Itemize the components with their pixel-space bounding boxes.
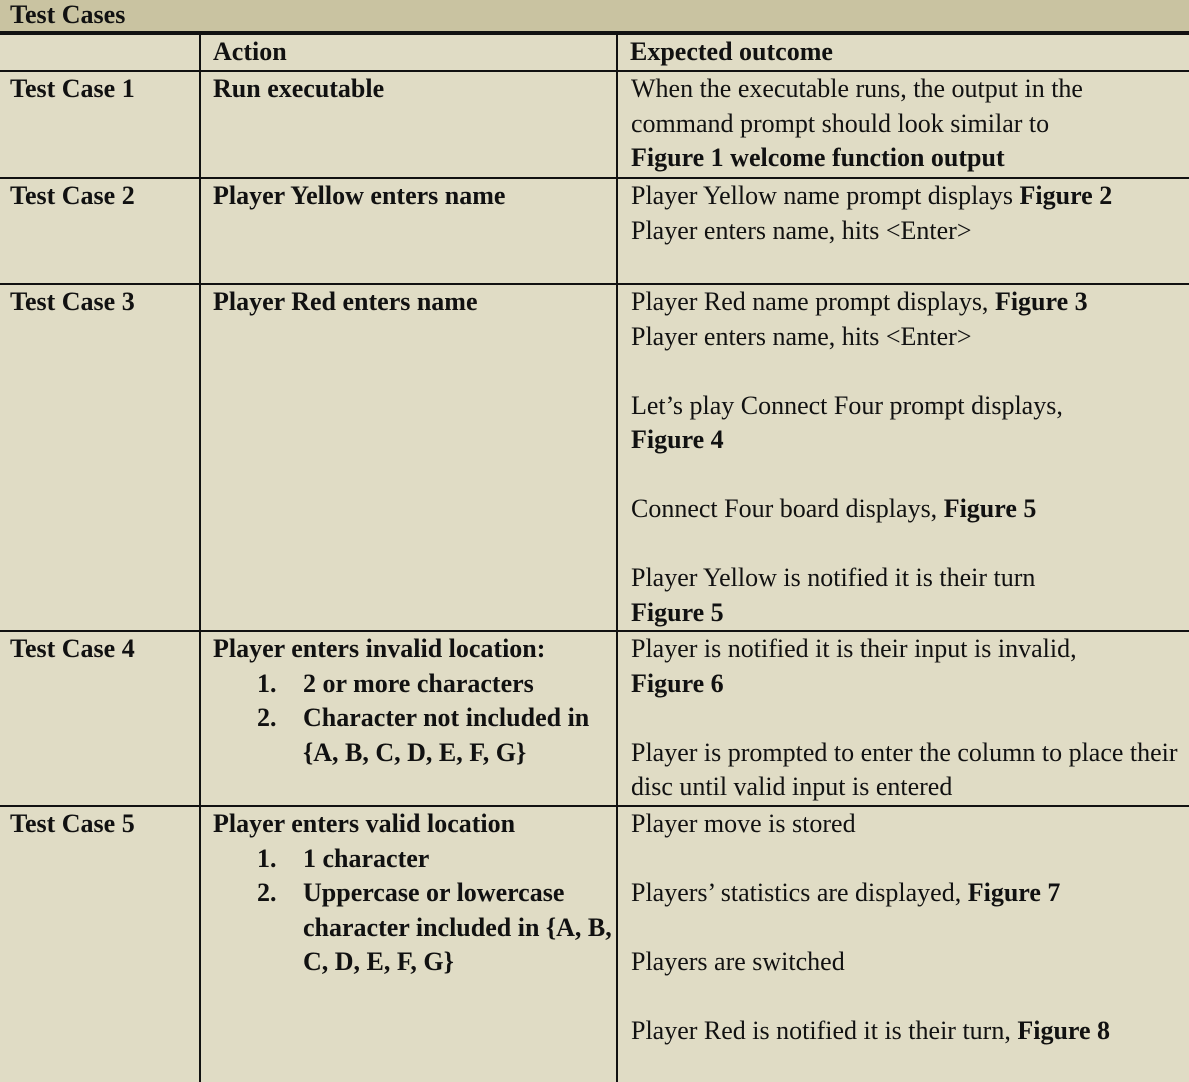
list-item	[213, 842, 616, 877]
list-number: 2.	[257, 703, 277, 732]
expected-text: Player is prompted to enter the column to place their disc until valid input is entered	[631, 737, 1178, 801]
test-case-label: Test Case 3	[0, 284, 200, 631]
figure-ref: Figure 8	[1017, 1016, 1111, 1045]
expected-text: Player is notified it is their input is invalid,	[631, 634, 1077, 663]
action-text: Player enters invalid location:	[213, 634, 546, 663]
expected-text: When the executable runs, the output in the command prompt should look similar to	[631, 74, 1083, 138]
list-item	[213, 876, 616, 980]
header-expected: Expected outcome	[617, 35, 1189, 71]
test-cases-table	[0, 35, 1189, 1082]
expected-text: Player Yellow name prompt displays	[631, 181, 1020, 210]
expected-text: Player Red name prompt displays,	[631, 287, 995, 316]
page-title: Test Cases	[10, 0, 126, 29]
table-row	[0, 806, 1189, 1082]
table-row	[0, 71, 1189, 178]
figure-ref: Figure 7	[967, 878, 1061, 907]
test-case-label: Test Case 4	[0, 631, 200, 806]
header-action: Action	[200, 35, 617, 71]
table-row	[0, 284, 1189, 631]
action-cell: Player Yellow enters name	[200, 178, 617, 284]
expected-cell	[617, 631, 1189, 806]
expected-cell	[617, 806, 1189, 1082]
figure-ref: Figure 3	[994, 287, 1088, 316]
expected-text: Players’ statistics are displayed,	[631, 878, 968, 907]
expected-text: Let’s play Connect Four prompt displays,	[631, 390, 1063, 420]
expected-cell	[617, 284, 1189, 631]
figure-ref: Figure 2	[1019, 181, 1113, 210]
action-list	[213, 667, 616, 771]
expected-text: Connect Four board displays,	[631, 494, 944, 523]
table-row	[0, 631, 1189, 806]
list-number: 1.	[257, 843, 277, 873]
header-blank	[0, 35, 200, 71]
expected-text: Player Yellow is notified it is their turn	[631, 563, 1036, 592]
list-item	[213, 701, 616, 770]
list-number: 1.	[257, 668, 277, 698]
figure-ref: Figure 5	[631, 597, 724, 627]
action-list	[213, 842, 616, 980]
title-bar	[0, 0, 1189, 35]
list-number: 2.	[257, 878, 277, 907]
expected-text: Players are switched	[631, 947, 845, 976]
action-cell	[200, 631, 617, 806]
list-text: Uppercase or lowercase character included in {A, B, C, D, E, F, G}	[303, 878, 612, 976]
figure-ref: Figure 6	[631, 668, 724, 698]
test-case-label: Test Case 5	[10, 809, 135, 838]
action-cell: Run executable	[200, 71, 617, 178]
table-row	[0, 178, 1189, 284]
expected-text: Player Red is notified it is their turn,	[631, 1016, 1018, 1045]
expected-cell	[617, 71, 1189, 178]
list-text: 1 character	[303, 843, 430, 873]
action-cell	[200, 806, 617, 1082]
expected-cell	[617, 178, 1189, 284]
expected-text: Player enters name, hits <Enter>	[631, 215, 972, 245]
expected-text: Player enters name, hits <Enter>	[631, 321, 972, 351]
list-text: Character not included in {A, B, C, D, E, F, G}	[303, 703, 590, 767]
action-text: Player enters valid location	[213, 809, 516, 838]
figure-ref: Figure 4	[631, 425, 724, 454]
test-case-label: Test Case 2	[0, 178, 200, 284]
test-case-label: Test Case 1	[0, 71, 200, 178]
action-cell: Player Red enters name	[200, 284, 617, 631]
list-item	[213, 667, 616, 702]
header-row	[0, 35, 1189, 71]
expected-text: Player move is stored	[631, 809, 856, 838]
list-text: 2 or more characters	[303, 668, 534, 698]
figure-ref: Figure 5	[943, 494, 1037, 523]
figure-ref: Figure 1 welcome function output	[631, 143, 1005, 172]
